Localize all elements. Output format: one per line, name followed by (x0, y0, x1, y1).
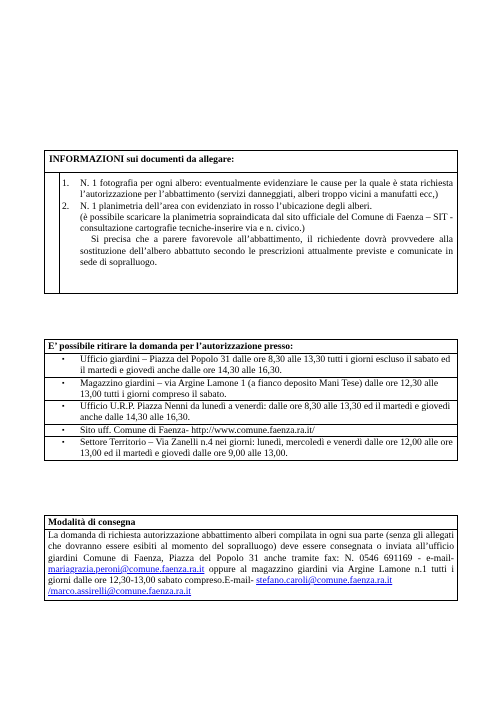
square-bullet-icon: ▪ (62, 438, 65, 447)
email-link-peroni[interactable]: mariagrazia.peroni@comune.faenza.ra.it (48, 563, 205, 575)
allegati-note-planimetria: (è possibile scaricare la planimetria sopraindicata dal sito ufficiale del Comune di Faenza – SIT - consultazione cartografie tecniche-inserire via e n. civico.) (80, 211, 453, 235)
ritiro-item (45, 353, 457, 377)
ritiro-item (45, 424, 457, 436)
ritiro-item-text: Sito uff. Comune di Faenza- http://www.comune.faenza.ra.it/ (80, 424, 315, 436)
ritiro-item-text: Magazzino giardini – via Argine Lamone 1 (a fianco deposito Mani Tese) dalle ore 12,30 alle 13,00 tutti i giorni compreso il sabato. (80, 377, 439, 400)
square-bullet-icon: ▪ (62, 425, 65, 434)
allegati-item-2-number: 2. (62, 200, 70, 212)
square-bullet-icon: ▪ (62, 378, 65, 387)
square-bullet-icon: ▪ (62, 355, 65, 363)
ritiro-item-text: Ufficio U.R.P. Piazza Nenni da lunedì a venerdì: dalle ore 8,30 alle 13,30 ed il martedì e giovedì anche dalle 14,30 alle 16,30. (80, 401, 451, 424)
ritiro-item-text: Ufficio giardini – Piazza del Popolo 31 dalle ore 8,30 alle 13,30 tutti i giorni escluso il sabato ed il martedì e giovedì anche dalle ore 14,30 alle 16,30. (80, 354, 451, 377)
email-link-caroli[interactable]: stefano.caroli@comune.faenza.ra.it (256, 575, 393, 587)
consegna-title: Modalità di consegna (45, 516, 457, 530)
consegna-text-part-1: La domanda di richiesta autorizzazione abbattimento alberi compilata in ogni sua parte (senza gli allegati che dovranno essere esibiti al momento del sopralluogo) deve essere consegnata o inviata all’ufficio giardini Comune di Faenza, Piazza del Popolo 31 anche tramite fax: N. 0546 691169 - e-mail- (48, 530, 454, 564)
ritiro-item-text: Settore Territorio – Via Zanelli n.4 nei giorni: lunedì, mercoledì e venerdì dalle ore 12,00 alle ore 13,00 ed il martedì e giovedì dalle ore 9,00 alle 13,00. (80, 437, 453, 460)
allegati-item-1 (62, 178, 453, 201)
ritiro-item (45, 377, 457, 401)
ritiro-item (45, 436, 457, 460)
ritiro-title: E’ possibile ritirare la domanda per l’autorizzazione presso: (48, 341, 294, 352)
consegna-box (44, 515, 458, 601)
allegati-box (44, 150, 458, 294)
square-bullet-icon: ▪ (62, 402, 65, 411)
allegati-item-2-text: N. 1 planimetria dell’area con evidenziato in rosso l’ubicazione degli alberi. (80, 200, 372, 212)
allegati-note-sostituzione: Si precisa che a parere favorevole all’abbattimento, il richiedente dovrà provvedere alla sostituzione dell’albero abbattuto secondo le prescrizioni attualmente previste e comunicate in sede di sopralluogo. (80, 234, 453, 269)
allegati-item-2 (62, 201, 453, 212)
consegna-text-part-2: oppure al magazzino giardini via Argine Lamone n.1 tutti i giorni dalle ore 12,30-13,00 sabato compreso.E-mail- (48, 563, 454, 587)
allegati-item-1-text: N. 1 fotografia per ogni albero: eventualmente evidenziare le cause per la quale è stata richiesta l’autorizzazione per l’abbattimento (servizi danneggiati, alberi troppo vicini a manufatti ecc,) (80, 178, 453, 201)
email-link-assirelli[interactable]: /marco.assirelli@comune.faenza.ra.it (48, 586, 192, 598)
ritiro-box (44, 339, 458, 461)
ritiro-item (45, 400, 457, 424)
allegati-content (62, 178, 453, 268)
allegati-item-1-number: 1. (62, 178, 70, 189)
consegna-text (45, 530, 457, 598)
allegati-title: INFORMAZIONI sui documenti da allegare: (49, 154, 235, 165)
